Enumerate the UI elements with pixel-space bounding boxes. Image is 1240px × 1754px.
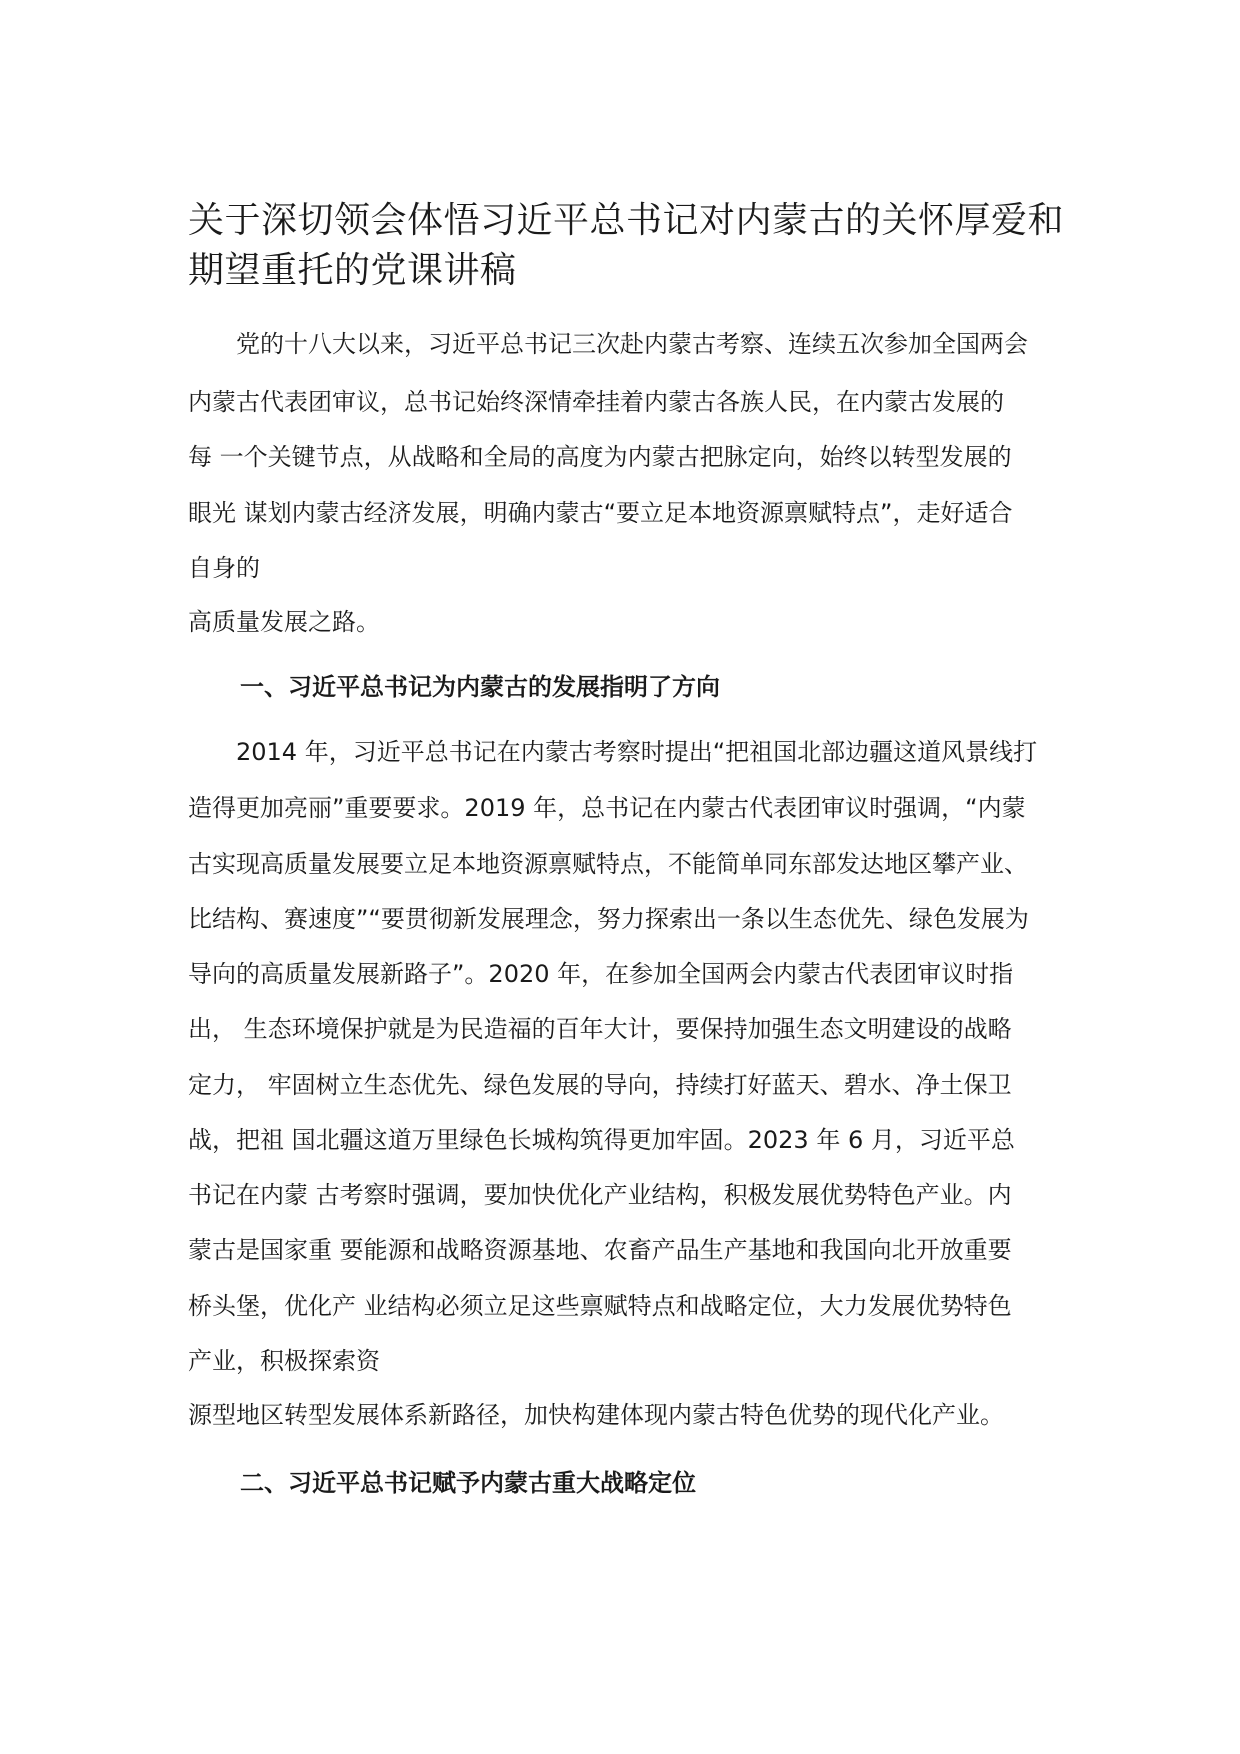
section1-line: 书记在内蒙 古考察时强调，要加快优化产业结构，积极发展优势特色产业。内 <box>188 1181 1012 1209</box>
document-title: 关于深切领会体悟习近平总书记对内蒙古的关怀厚爱和期望重托的党课讲稿 <box>188 200 1065 291</box>
intro-line: 高质量发展之路。 <box>188 608 380 636</box>
section1-line: 2014 年，习近平总书记在内蒙古考察时提出“把祖国北部边疆这道风景线打 <box>188 738 1038 766</box>
intro-line: 眼光 谋划内蒙古经济发展，明确内蒙古“要立足本地资源禀赋特点”，走好适合 <box>188 499 1013 527</box>
intro-line: 内蒙古代表团审议，总书记始终深情牵挂着内蒙古各族人民，在内蒙古发展的 <box>188 388 1004 416</box>
intro-line: 自身的 <box>188 554 260 582</box>
section1-line: 产业，积极探索资 <box>188 1347 380 1375</box>
section1-line: 蒙古是国家重 要能源和战略资源基地、农畜产品生产基地和我国向北开放重要 <box>188 1236 1012 1264</box>
section1-line: 出， 生态环境保护就是为民造福的百年大计，要保持加强生态文明建设的战略 <box>188 1015 1012 1043</box>
section1-line: 源型地区转型发展体系新路径，加快构建体现内蒙古特色优势的现代化产业。 <box>188 1401 1004 1429</box>
section1-line: 桥头堡，优化产 业结构必须立足这些禀赋特点和战略定位，大力发展优势特色 <box>188 1292 1012 1320</box>
section1-line: 造得更加亮丽”重要要求。2019 年，总书记在内蒙古代表团审议时强调，“内蒙 <box>188 794 1026 822</box>
section1-line: 定力， 牢固树立生态优先、绿色发展的导向，持续打好蓝天、碧水、净土保卫 <box>188 1071 1012 1099</box>
section1-line: 导向的高质量发展新路子”。2020 年，在参加全国两会内蒙古代表团审议时指 <box>188 960 1014 988</box>
intro-line: 每 一个关键节点，从战略和全局的高度为内蒙古把脉定向，始终以转型发展的 <box>188 443 1012 471</box>
section1-line: 战，把祖 国北疆这道万里绿色长城构筑得更加牢固。2023 年 6 月，习近平总 <box>188 1126 1015 1154</box>
section-heading-2: 二、习近平总书记赋予内蒙古重大战略定位 <box>240 1469 696 1497</box>
intro-line: 党的十八大以来，习近平总书记三次赴内蒙古考察、连续五次参加全国两会 <box>188 330 1028 358</box>
section-heading-1: 一、习近平总书记为内蒙古的发展指明了方向 <box>240 673 720 701</box>
section1-line: 古实现高质量发展要立足本地资源禀赋特点，不能简单同东部发达地区攀产业、 <box>188 850 1028 878</box>
section1-line: 比结构、赛速度”“要贯彻新发展理念，努力探索出一条以生态优先、绿色发展为 <box>188 905 1029 933</box>
